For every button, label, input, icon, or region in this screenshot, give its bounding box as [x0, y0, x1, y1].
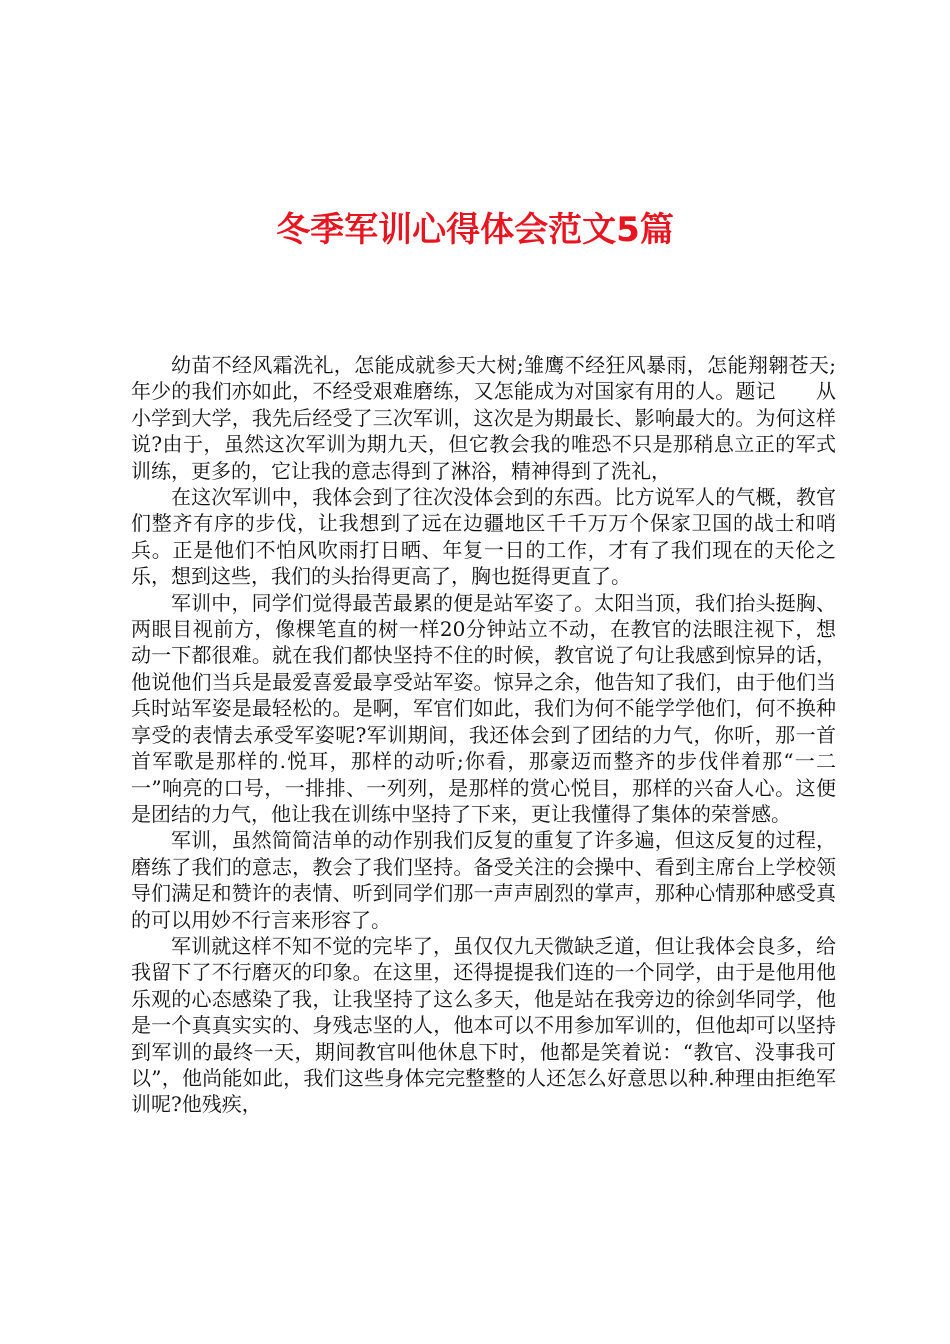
paragraph: 幼苗不经风霜洗礼，怎能成就参天大树;雏鹰不经狂风暴雨，怎能翔翱苍天;年少的我们亦如此，不经受艰难磨练，又怎能成为对国家有用的人。题记 从小学到大学，我先后经受了三次军训，这次是为期最长、影响最大的。为何这样说?由于，虽然这次军训为期九天，但它教会我的唯恐不只是那稍息立正的军式训练，更多的，它让我的意志得到了淋浴，精神得到了洗礼，: [131, 353, 836, 483]
document-title: 冬季军训心得体会范文5篇: [276, 210, 674, 250]
document-body: [131, 352, 836, 1118]
paragraph: 军训，虽然简简洁单的动作别我们反复的重复了许多遍，但这反复的过程，磨练了我们的意志，教会了我们坚持。备受关注的会操中、看到主席台上学校领导们满足和赞许的表情、听到同学们那一声声剧烈的掌声，那种心情那种感受真的可以用妙不行言来形容了。: [131, 828, 836, 932]
paragraph: 军训就这样不知不觉的完毕了，虽仅仅九天微缺乏道，但让我体会良多，给我留下了不行磨灭的印象。在这里，还得提提我们连的一个同学，由于是他用他乐观的心态感染了我，让我坚持了这么多天，他是站在我旁边的徐剑华同学，他是一个真真实实的、身残志坚的人，他本可以不用参加军训的，但他却可以坚持到军训的最终一天，期间教官叫他休息下时，他都是笑着说：“教官、没事我可以”，他尚能如此，我们这些身体完完整整的人还怎么好意思以种.种理由拒绝军训呢?他残疾，: [131, 933, 836, 1117]
paragraph: 军训中，同学们觉得最苦最累的便是站军姿了。太阳当顶，我们抬头挺胸、两眼目视前方，像棵笔直的树一样20分钟站立不动，在教官的法眼注视下，想动一下都很难。就在我们都快坚持不住的时候，教官说了句让我感到惊异的话，他说他们当兵是最爱喜爱最享受站军姿。惊异之余，他告知了我们，由于他们当兵时站军姿是最轻松的。是啊，军官们如此，我们为何不能学学他们，何不换种享受的表情去承受军姿呢?军训期间，我还体会到了团结的力气，你听，那一首首军歌是那样的.悦耳，那样的动听;你看，那豪迈而整齐的步伐伴着那“一二一”响亮的口号，一排排、一列列，是那样的赏心悦目，那样的兴奋人心。这便是团结的力气，他让我在训练中坚持了下来，更让我懂得了集体的荣誉感。: [131, 590, 836, 826]
paragraph: 在这次军训中，我体会到了往次没体会到的东西。比方说军人的气概，教官们整齐有序的步伐，让我想到了远在边疆地区千千万万个保家卫国的战士和哨兵。正是他们不怕风吹雨打日晒、年复一日的工作，才有了我们现在的天伦之乐，想到这些，我们的头抬得更高了，胸也挺得更直了。: [131, 485, 836, 589]
